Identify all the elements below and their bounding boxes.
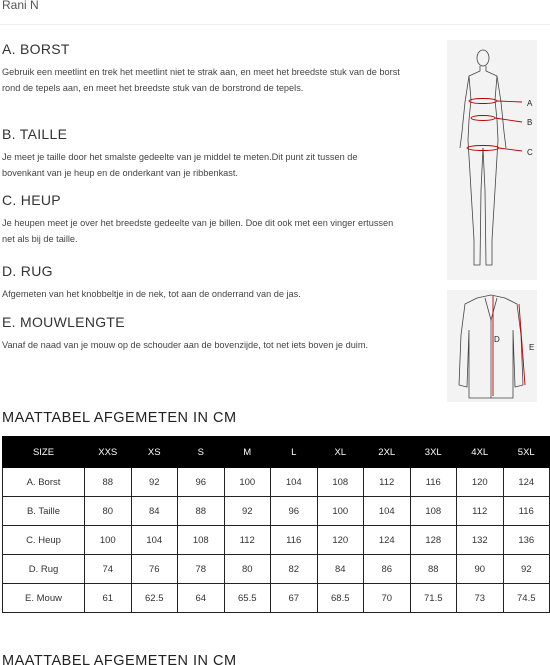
table-cell: 88	[85, 468, 132, 497]
table-cell: 100	[224, 468, 271, 497]
table-cell: 104	[131, 526, 178, 555]
row-label-cell: D. Rug	[3, 555, 85, 584]
table-cell: 70	[364, 584, 411, 613]
size-table-title: MAATTABEL AFGEMETEN IN CM	[2, 410, 237, 426]
table-row	[3, 584, 550, 613]
table-cell: 92	[131, 468, 178, 497]
table-cell: 88	[410, 555, 457, 584]
table-cell: 64	[178, 584, 225, 613]
header-cell: M	[224, 437, 271, 468]
header-cell: 2XL	[364, 437, 411, 468]
table-cell: 108	[410, 497, 457, 526]
section-mouwlengte	[2, 313, 368, 353]
label-d: D	[494, 335, 500, 344]
header-cell: XXS	[85, 437, 132, 468]
table-cell: 120	[457, 468, 504, 497]
header-cell: L	[271, 437, 318, 468]
table-cell: 90	[457, 555, 504, 584]
brand-name: Rani N	[2, 0, 39, 12]
section-taille	[2, 125, 400, 181]
divider	[0, 24, 550, 25]
header-cell: 5XL	[503, 437, 550, 468]
section-title: A. BORST	[2, 41, 70, 57]
table-cell: 84	[131, 497, 178, 526]
section-text: Afgemeten van het knobbeltje in de nek, tot aan de onderrand van de jas.	[2, 289, 301, 299]
table-cell: 74	[85, 555, 132, 584]
row-label-cell: B. Taille	[3, 497, 85, 526]
table-row	[3, 526, 550, 555]
section-heup	[2, 191, 400, 247]
label-b: B	[527, 118, 533, 127]
row-label-cell: C. Heup	[3, 526, 85, 555]
table-cell: 136	[503, 526, 550, 555]
table-cell: 74.5	[503, 584, 550, 613]
header-cell: SIZE	[3, 437, 85, 468]
table-cell: 108	[317, 468, 364, 497]
table-cell: 96	[178, 468, 225, 497]
table-cell: 80	[224, 555, 271, 584]
body-silhouette-icon	[447, 40, 537, 280]
section-title: B. TAILLE	[2, 126, 68, 142]
table-cell: 73	[457, 584, 504, 613]
label-c: C	[527, 148, 533, 157]
table-cell: 100	[85, 526, 132, 555]
table-cell: 132	[457, 526, 504, 555]
row-label-cell: E. Mouw	[3, 584, 85, 613]
section-rug	[2, 262, 301, 302]
section-text: Je heupen meet je over het breedste gedeelte van je billen. Doe dit ook met een vinger ertussen net als bij de taille.	[2, 218, 394, 244]
section-title: C. HEUP	[2, 192, 61, 208]
table-cell: 86	[364, 555, 411, 584]
table-cell: 116	[271, 526, 318, 555]
size-table-title-2: MAATTABEL AFGEMETEN IN CM	[2, 653, 237, 665]
table-row	[3, 497, 550, 526]
table-cell: 76	[131, 555, 178, 584]
table-row	[3, 468, 550, 497]
table-row	[3, 555, 550, 584]
row-label-cell: A. Borst	[3, 468, 85, 497]
table-cell: 128	[410, 526, 457, 555]
section-text: Je meet je taille door het smalste gedeelte van je middel te meten.Dit punt zit tussen de bovenkant van je heup en de onderkant van je ribbenkast.	[2, 152, 358, 178]
table-cell: 124	[503, 468, 550, 497]
table-cell: 124	[364, 526, 411, 555]
header-cell: 4XL	[457, 437, 504, 468]
table-cell: 116	[410, 468, 457, 497]
table-cell: 104	[271, 468, 318, 497]
table-cell: 67	[271, 584, 318, 613]
table-cell: 80	[85, 497, 132, 526]
table-cell: 112	[224, 526, 271, 555]
table-cell: 112	[457, 497, 504, 526]
size-table	[2, 436, 550, 613]
table-cell: 62.5	[131, 584, 178, 613]
table-cell: 92	[224, 497, 271, 526]
section-text: Vanaf de naad van je mouw op de schouder aan de bovenzijde, tot net iets boven je duim.	[2, 340, 369, 350]
section-text: Gebruik een meetlint en trek het meetlint niet te strak aan, en meet het breedste stuk van de borst rond de tepels aan, en meet het breedste stuk van de borstrond de tepels.	[2, 67, 400, 93]
table-cell: 96	[271, 497, 318, 526]
table-cell: 65.5	[224, 584, 271, 613]
table-header-row	[3, 437, 550, 468]
table-cell: 78	[178, 555, 225, 584]
header-cell: XS	[131, 437, 178, 468]
header-cell: XL	[317, 437, 364, 468]
label-e: E	[529, 343, 535, 352]
label-a: A	[527, 99, 533, 108]
table-cell: 92	[503, 555, 550, 584]
table-cell: 100	[317, 497, 364, 526]
table-cell: 61	[85, 584, 132, 613]
section-borst	[2, 40, 400, 96]
header-cell: 3XL	[410, 437, 457, 468]
table-cell: 71.5	[410, 584, 457, 613]
table-cell: 116	[503, 497, 550, 526]
table-cell: 112	[364, 468, 411, 497]
table-cell: 108	[178, 526, 225, 555]
jacket-measurement-figure	[447, 290, 537, 402]
table-cell: 88	[178, 497, 225, 526]
jacket-icon	[447, 290, 537, 402]
table-cell: 84	[317, 555, 364, 584]
section-title: D. RUG	[2, 263, 53, 279]
header-cell: S	[178, 437, 225, 468]
table-cell: 120	[317, 526, 364, 555]
section-title: E. MOUWLENGTE	[2, 314, 125, 330]
table-cell: 82	[271, 555, 318, 584]
table-cell: 68.5	[317, 584, 364, 613]
body-measurement-figure	[447, 40, 537, 280]
table-cell: 104	[364, 497, 411, 526]
